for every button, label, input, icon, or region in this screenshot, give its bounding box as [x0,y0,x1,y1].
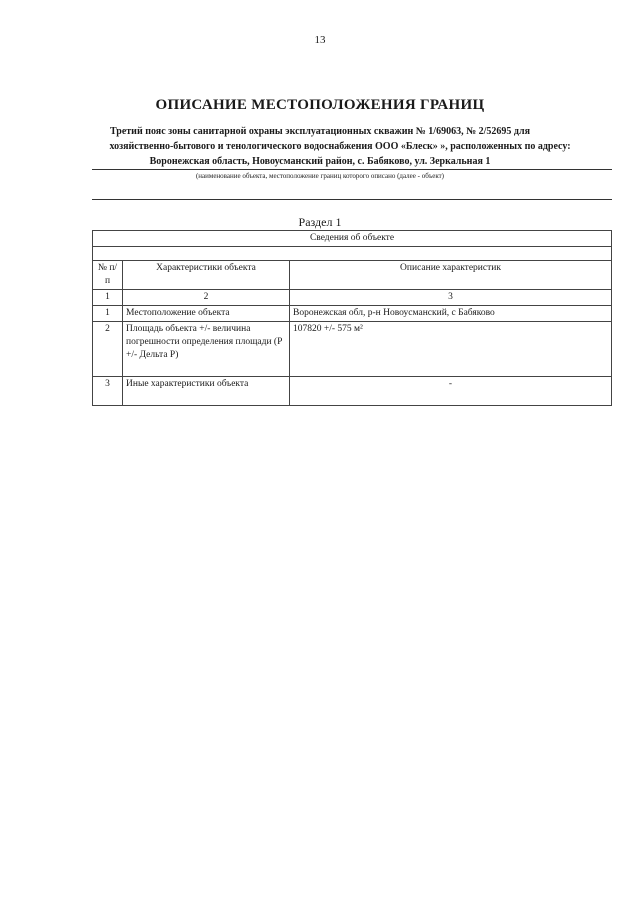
page-number: 13 [314,34,326,46]
underline-rule [92,169,612,170]
header-characteristic: Характеристики объекта [123,261,290,290]
row-description: Воронежская обл, р-н Новоусманский, с Бабяково [290,306,612,322]
row-num: 2 [93,322,123,377]
table-gap-row [93,247,612,261]
row-characteristic: Иные характеристики объекта [123,377,290,406]
column-number: 1 [93,290,123,306]
column-number: 2 [123,290,290,306]
section-title: Раздел 1 [298,215,342,229]
table-header-row [93,261,612,290]
table-gap-cell [93,247,612,261]
subtitle-line-2: хозяйственно-бытового и тенологического водоснабжения ООО «Блеск» », расположенных по адресу: [109,141,571,152]
subtitle-line-1: Третий пояс зоны санитарной охраны эксплуатационных скважин № 1/69063, № 2/52695 для [109,126,530,137]
table-caption: Сведения об объекте [93,231,612,247]
table-caption-row [93,231,612,247]
row-characteristic: Местоположение объекта [123,306,290,322]
subtitle-line-3: Воронежская область, Новоусманский район, с. Бабяково, ул. Зеркальная 1 [149,156,491,167]
row-characteristic: Площадь объекта +/- величина погрешности определения площади (Р +/- Дельта Р) [123,322,290,377]
column-number-row [93,290,612,306]
table-row [93,306,612,322]
header-description: Описание характеристик [290,261,612,290]
row-description: - [290,377,612,406]
row-num: 3 [93,377,123,406]
document-title: ОПИСАНИЕ МЕСТОПОЛОЖЕНИЯ ГРАНИЦ [155,97,485,113]
object-info-table [92,230,612,406]
header-num: № п/п [93,261,123,290]
table-row [93,377,612,406]
table-row [93,322,612,377]
row-num: 1 [93,306,123,322]
column-number: 3 [290,290,612,306]
separator-rule [92,199,612,200]
row-description: 107820 +/- 575 м² [290,322,612,377]
object-name-note: (наименование объекта, местоположение границ которого описано (далее - объект) [195,172,445,180]
